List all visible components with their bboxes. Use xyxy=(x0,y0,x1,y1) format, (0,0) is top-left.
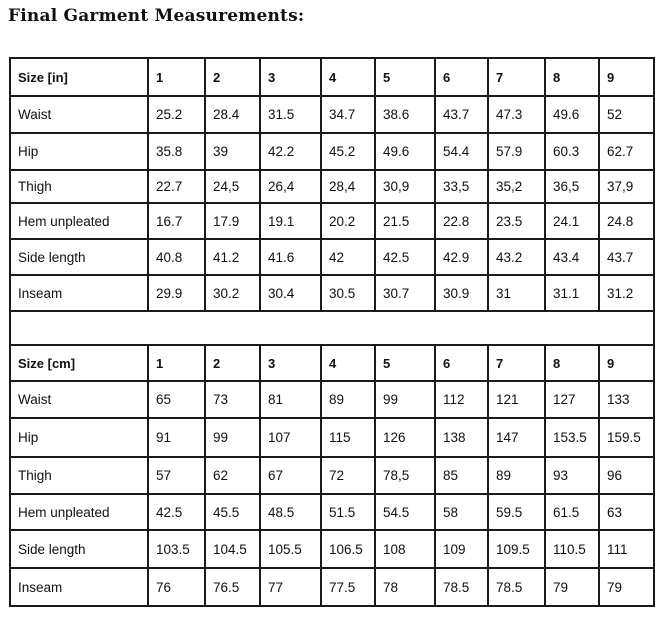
measurement-value: 42.9 xyxy=(435,239,488,275)
measurement-value: 21.5 xyxy=(375,203,435,239)
measurement-value: 45.5 xyxy=(205,494,260,530)
size-header-cell: 2 xyxy=(205,345,260,381)
measurement-value: 37,9 xyxy=(599,170,654,203)
measurement-value: 85 xyxy=(435,457,488,494)
measurement-value: 63 xyxy=(599,494,654,530)
size-header-cell: 1 xyxy=(148,58,205,96)
size-header-cell: 9 xyxy=(599,58,654,96)
measurement-value: 78.5 xyxy=(435,568,488,606)
measurement-label: Side length xyxy=(10,239,148,275)
measurement-value: 109.5 xyxy=(488,530,545,568)
measurement-value: 22.8 xyxy=(435,203,488,239)
measurement-value: 91 xyxy=(148,418,205,457)
measurement-value: 41.6 xyxy=(260,239,321,275)
table-row xyxy=(10,203,654,239)
table-row xyxy=(10,96,654,133)
measurement-value: 36,5 xyxy=(545,170,599,203)
measurement-label: Inseam xyxy=(10,568,148,606)
measurement-value: 47.3 xyxy=(488,96,545,133)
measurement-value: 30.2 xyxy=(205,275,260,311)
table-row xyxy=(10,457,654,494)
measurement-label: Thigh xyxy=(10,170,148,203)
measurement-value: 147 xyxy=(488,418,545,457)
measurement-value: 112 xyxy=(435,381,488,418)
measurement-value: 24.8 xyxy=(599,203,654,239)
measurement-value: 49.6 xyxy=(375,133,435,170)
measurement-label: Inseam xyxy=(10,275,148,311)
page-title: Final Garment Measurements: xyxy=(8,6,305,26)
measurement-value: 24.1 xyxy=(545,203,599,239)
measurement-value: 26,4 xyxy=(260,170,321,203)
measurement-value: 43.7 xyxy=(435,96,488,133)
measurement-value: 105.5 xyxy=(260,530,321,568)
measurement-value: 62 xyxy=(205,457,260,494)
measurement-value: 108 xyxy=(375,530,435,568)
measurement-value: 29.9 xyxy=(148,275,205,311)
size-header-cell: 6 xyxy=(435,345,488,381)
measurement-value: 52 xyxy=(599,96,654,133)
size-header-cell: 4 xyxy=(321,345,375,381)
measurement-label: Hip xyxy=(10,133,148,170)
size-header-cell: 6 xyxy=(435,58,488,96)
measurement-value: 78.5 xyxy=(488,568,545,606)
measurement-value: 65 xyxy=(148,381,205,418)
measurement-value: 89 xyxy=(488,457,545,494)
measurement-value: 31.5 xyxy=(260,96,321,133)
measurement-value: 30,9 xyxy=(375,170,435,203)
measurement-value: 110.5 xyxy=(545,530,599,568)
size-header-cell: 1 xyxy=(148,345,205,381)
measurement-value: 62.7 xyxy=(599,133,654,170)
measurement-value: 17.9 xyxy=(205,203,260,239)
measurement-value: 35,2 xyxy=(488,170,545,203)
cm-unit-header: Size [cm] xyxy=(10,345,148,381)
measurement-value: 40.8 xyxy=(148,239,205,275)
measurement-value: 103.5 xyxy=(148,530,205,568)
measurement-value: 126 xyxy=(375,418,435,457)
size-header-cell: 7 xyxy=(488,345,545,381)
measurement-value: 111 xyxy=(599,530,654,568)
measurement-value: 121 xyxy=(488,381,545,418)
measurement-value: 81 xyxy=(260,381,321,418)
measurement-value: 54.4 xyxy=(435,133,488,170)
measurement-value: 59.5 xyxy=(488,494,545,530)
inches-unit-header: Size [in] xyxy=(10,58,148,96)
measurement-value: 79 xyxy=(599,568,654,606)
measurement-value: 22.7 xyxy=(148,170,205,203)
size-header-cell: 3 xyxy=(260,345,321,381)
measurement-value: 73 xyxy=(205,381,260,418)
measurement-label: Waist xyxy=(10,96,148,133)
measurement-value: 28.4 xyxy=(205,96,260,133)
measurement-value: 42 xyxy=(321,239,375,275)
measurement-value: 43.2 xyxy=(488,239,545,275)
inches-header-row xyxy=(10,58,654,96)
measurement-value: 16.7 xyxy=(148,203,205,239)
spacer-cell xyxy=(10,311,654,345)
measurement-value: 31.2 xyxy=(599,275,654,311)
measurement-label: Side length xyxy=(10,530,148,568)
measurement-value: 43.7 xyxy=(599,239,654,275)
measurement-value: 31 xyxy=(488,275,545,311)
measurement-value: 33,5 xyxy=(435,170,488,203)
measurement-value: 41.2 xyxy=(205,239,260,275)
size-header-cell: 2 xyxy=(205,58,260,96)
table-row xyxy=(10,381,654,418)
size-header-cell: 4 xyxy=(321,58,375,96)
table-spacer-row xyxy=(10,311,654,345)
measurement-value: 107 xyxy=(260,418,321,457)
measurement-value: 20.2 xyxy=(321,203,375,239)
size-header-cell: 3 xyxy=(260,58,321,96)
measurement-label: Waist xyxy=(10,381,148,418)
measurement-label: Thigh xyxy=(10,457,148,494)
measurement-value: 61.5 xyxy=(545,494,599,530)
measurement-value: 76.5 xyxy=(205,568,260,606)
measurement-value: 78 xyxy=(375,568,435,606)
measurement-value: 115 xyxy=(321,418,375,457)
table-row xyxy=(10,133,654,170)
measurement-value: 153.5 xyxy=(545,418,599,457)
measurement-value: 51.5 xyxy=(321,494,375,530)
table-row xyxy=(10,170,654,203)
measurement-value: 99 xyxy=(205,418,260,457)
measurement-value: 72 xyxy=(321,457,375,494)
measurement-value: 39 xyxy=(205,133,260,170)
table-row xyxy=(10,530,654,568)
measurement-value: 35.8 xyxy=(148,133,205,170)
measurement-value: 96 xyxy=(599,457,654,494)
measurement-value: 78,5 xyxy=(375,457,435,494)
measurement-value: 106.5 xyxy=(321,530,375,568)
measurement-value: 31.1 xyxy=(545,275,599,311)
measurement-value: 42.5 xyxy=(148,494,205,530)
measurement-label: Hem unpleated xyxy=(10,203,148,239)
measurement-value: 77.5 xyxy=(321,568,375,606)
size-header-cell: 8 xyxy=(545,345,599,381)
table-row xyxy=(10,275,654,311)
measurement-value: 48.5 xyxy=(260,494,321,530)
table-row xyxy=(10,418,654,457)
measurement-value: 104.5 xyxy=(205,530,260,568)
measurement-value: 67 xyxy=(260,457,321,494)
measurement-value: 30.9 xyxy=(435,275,488,311)
measurement-value: 49.6 xyxy=(545,96,599,133)
measurement-label: Hip xyxy=(10,418,148,457)
table-row xyxy=(10,568,654,606)
measurement-value: 60.3 xyxy=(545,133,599,170)
measurement-value: 30.7 xyxy=(375,275,435,311)
measurement-value: 57.9 xyxy=(488,133,545,170)
measurement-value: 28,4 xyxy=(321,170,375,203)
measurement-value: 30.5 xyxy=(321,275,375,311)
size-header-cell: 7 xyxy=(488,58,545,96)
table-row xyxy=(10,239,654,275)
measurement-value: 43.4 xyxy=(545,239,599,275)
size-header-cell: 8 xyxy=(545,58,599,96)
measurement-value: 58 xyxy=(435,494,488,530)
measurement-value: 23.5 xyxy=(488,203,545,239)
size-header-cell: 5 xyxy=(375,345,435,381)
measurement-value: 38.6 xyxy=(375,96,435,133)
measurement-value: 19.1 xyxy=(260,203,321,239)
measurement-value: 89 xyxy=(321,381,375,418)
measurement-value: 54.5 xyxy=(375,494,435,530)
measurement-value: 159.5 xyxy=(599,418,654,457)
measurement-value: 77 xyxy=(260,568,321,606)
size-header-cell: 5 xyxy=(375,58,435,96)
measurement-value: 138 xyxy=(435,418,488,457)
measurement-label: Hem unpleated xyxy=(10,494,148,530)
measurement-value: 30.4 xyxy=(260,275,321,311)
measurement-value: 34.7 xyxy=(321,96,375,133)
measurement-value: 127 xyxy=(545,381,599,418)
size-header-cell: 9 xyxy=(599,345,654,381)
measurement-value: 24,5 xyxy=(205,170,260,203)
measurement-value: 25.2 xyxy=(148,96,205,133)
measurement-value: 93 xyxy=(545,457,599,494)
measurement-value: 133 xyxy=(599,381,654,418)
measurement-value: 76 xyxy=(148,568,205,606)
table-row xyxy=(10,494,654,530)
measurement-value: 109 xyxy=(435,530,488,568)
measurements-table xyxy=(9,57,655,607)
measurement-value: 99 xyxy=(375,381,435,418)
cm-header-row xyxy=(10,345,654,381)
measurement-value: 57 xyxy=(148,457,205,494)
measurement-value: 42.5 xyxy=(375,239,435,275)
measurement-value: 42.2 xyxy=(260,133,321,170)
measurement-value: 79 xyxy=(545,568,599,606)
measurement-value: 45.2 xyxy=(321,133,375,170)
